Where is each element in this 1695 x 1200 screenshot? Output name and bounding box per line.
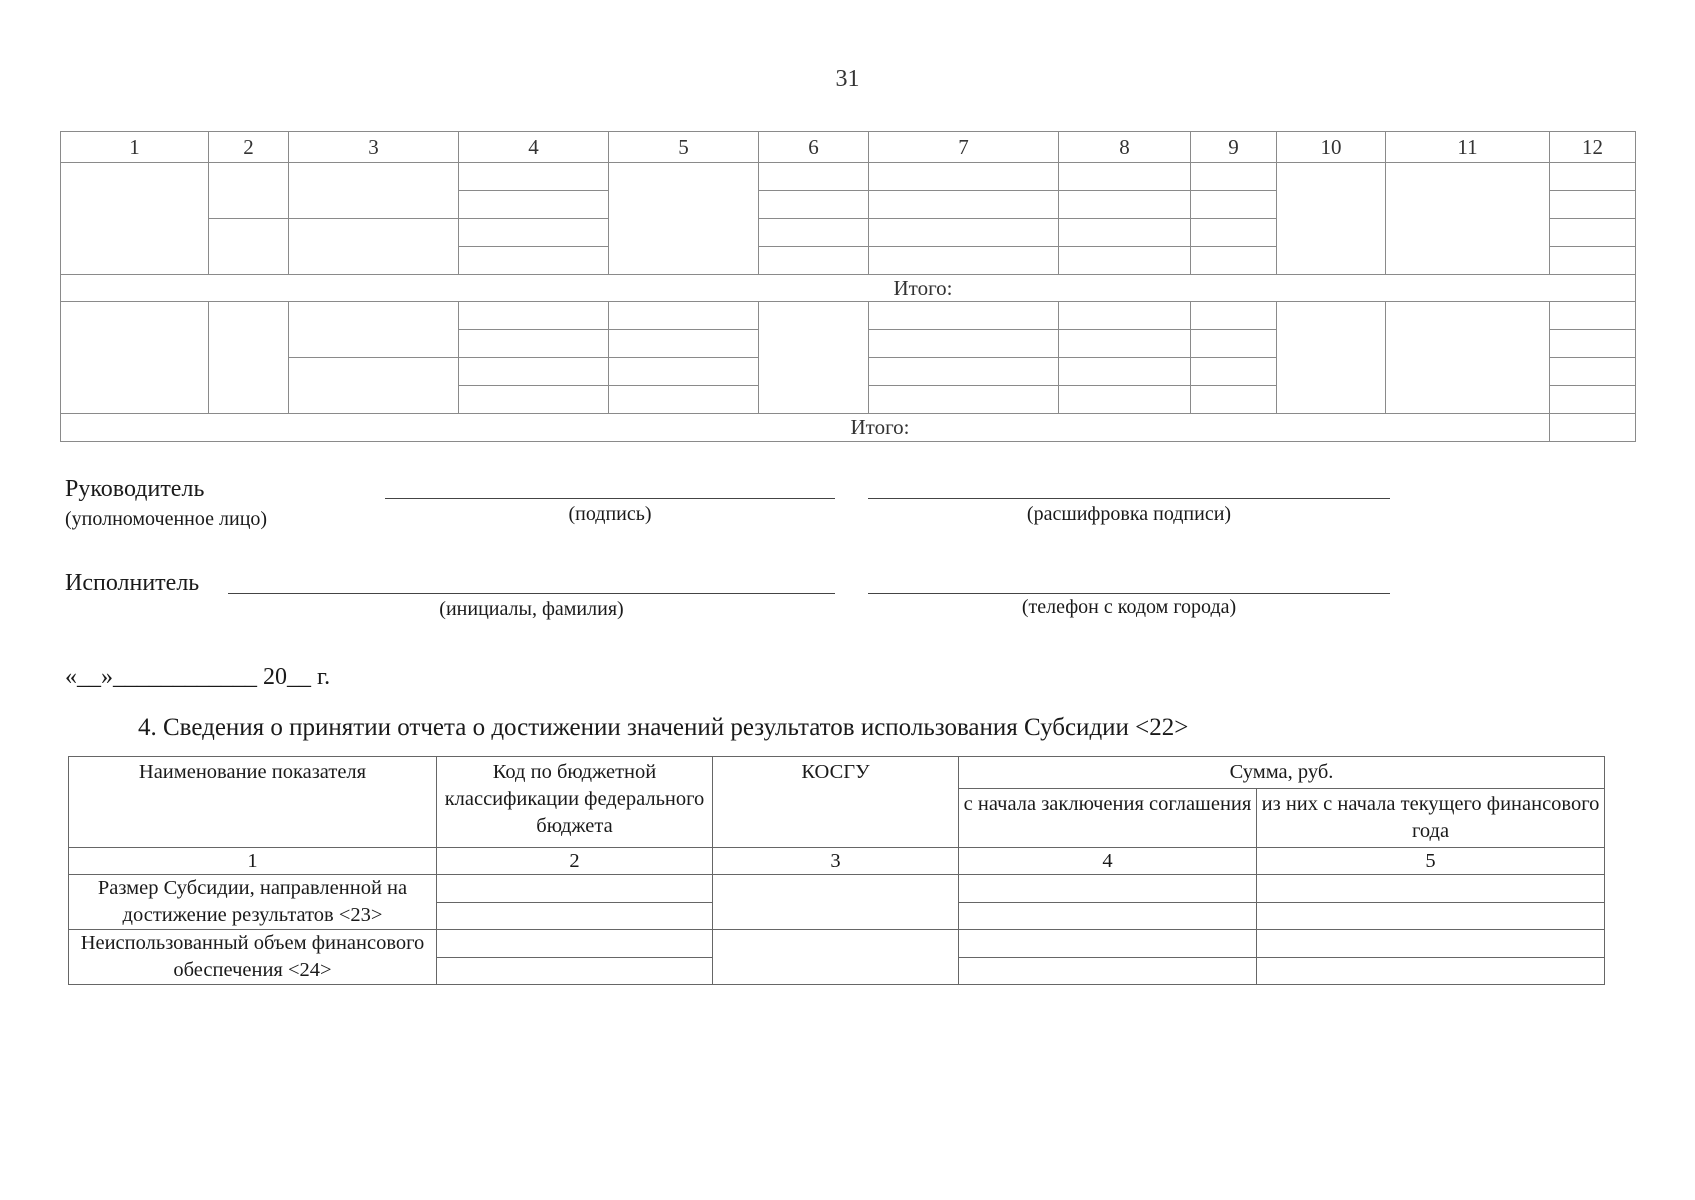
blank-cell — [1191, 330, 1277, 358]
blank-cell — [1191, 191, 1277, 219]
input-cell[interactable] — [437, 930, 713, 958]
column-number: 1 — [61, 132, 209, 163]
blank-cell — [1550, 191, 1636, 219]
blank-cell — [869, 302, 1059, 330]
blank-cell — [459, 302, 609, 330]
input-cell[interactable] — [437, 875, 713, 903]
input-cell[interactable] — [959, 957, 1257, 985]
blank-cell — [1550, 247, 1636, 275]
blank-cell — [459, 219, 609, 247]
blank-cell — [61, 163, 209, 275]
table-row — [61, 163, 1636, 191]
column-number: 8 — [1059, 132, 1191, 163]
section-4-title: 4. Сведения о принятии отчета о достижении значений результатов использования Субсидии <22> — [138, 714, 1189, 741]
blank-cell — [209, 163, 289, 219]
header-indicator: Наименование показателя — [69, 757, 437, 848]
table-row — [61, 302, 1636, 330]
header-since-agreement: с начала заключения соглашения — [959, 789, 1257, 848]
blank-cell — [1550, 163, 1636, 191]
blank-cell — [289, 358, 459, 414]
blank-cell — [1550, 330, 1636, 358]
blank-cell — [1191, 219, 1277, 247]
column-number: 10 — [1277, 132, 1386, 163]
column-number: 3 — [289, 132, 459, 163]
input-cell[interactable] — [437, 902, 713, 930]
head-sublabel: (уполномоченное лицо) — [65, 508, 268, 530]
blank-cell — [1386, 163, 1550, 275]
blank-cell — [1277, 302, 1386, 414]
column-number-row — [61, 132, 1636, 163]
header-row — [69, 757, 1605, 789]
date-line[interactable]: «__»____________ 20__ г. — [65, 664, 331, 690]
column-number: 2 — [209, 132, 289, 163]
blank-cell — [1277, 163, 1386, 275]
blank-cell — [289, 163, 459, 219]
blank-cell — [1191, 163, 1277, 191]
input-cell[interactable] — [713, 930, 959, 985]
table-row — [69, 930, 1605, 958]
itogo-label: Итого: — [61, 414, 1550, 442]
blank-cell — [1059, 302, 1191, 330]
input-cell[interactable] — [1257, 957, 1605, 985]
column-number: 7 — [869, 132, 1059, 163]
blank-cell — [1550, 302, 1636, 330]
table-row — [69, 875, 1605, 903]
blank-cell — [1191, 247, 1277, 275]
column-number: 3 — [713, 848, 959, 875]
row-label: Неиспользованный объем финансового обеспечения <24> — [69, 930, 437, 985]
blank-cell — [759, 302, 869, 414]
itogo-row — [61, 275, 1636, 302]
blank-cell — [1550, 414, 1636, 442]
column-number: 4 — [459, 132, 609, 163]
input-cell[interactable] — [1257, 902, 1605, 930]
itogo-row — [61, 414, 1636, 442]
blank-cell — [869, 358, 1059, 386]
executor-name-line[interactable] — [228, 593, 835, 594]
column-number: 6 — [759, 132, 869, 163]
blank-cell — [759, 191, 869, 219]
results-table — [60, 131, 1636, 442]
input-cell[interactable] — [713, 875, 959, 930]
blank-cell — [869, 330, 1059, 358]
input-cell[interactable] — [959, 902, 1257, 930]
column-number: 5 — [609, 132, 759, 163]
column-number: 12 — [1550, 132, 1636, 163]
column-number: 2 — [437, 848, 713, 875]
blank-cell — [609, 386, 759, 414]
blank-cell — [759, 247, 869, 275]
blank-cell — [759, 163, 869, 191]
blank-cell — [869, 191, 1059, 219]
blank-cell — [459, 358, 609, 386]
blank-cell — [1550, 358, 1636, 386]
header-sum: Сумма, руб. — [959, 757, 1605, 789]
header-current-year: из них с начала текущего финансового года — [1257, 789, 1605, 848]
input-cell[interactable] — [959, 930, 1257, 958]
input-cell[interactable] — [1257, 875, 1605, 903]
blank-cell — [61, 302, 209, 414]
column-number: 4 — [959, 848, 1257, 875]
column-number: 9 — [1191, 132, 1277, 163]
blank-cell — [1059, 163, 1191, 191]
signature-decode-caption: (расшифровка подписи) — [1026, 503, 1232, 525]
signature-decode-line[interactable] — [868, 498, 1390, 499]
input-cell[interactable] — [1257, 930, 1605, 958]
blank-cell — [1550, 219, 1636, 247]
blank-cell — [459, 191, 609, 219]
column-number: 11 — [1386, 132, 1550, 163]
signature-caption: (подпись) — [568, 503, 652, 525]
row-label: Размер Субсидии, направленной на достижение результатов <23> — [69, 875, 437, 930]
blank-cell — [1059, 247, 1191, 275]
blank-cell — [1059, 358, 1191, 386]
itogo-label: Итого: — [61, 275, 1636, 302]
blank-cell — [609, 163, 759, 275]
blank-cell — [1059, 330, 1191, 358]
page-number: 31 — [835, 66, 860, 92]
blank-cell — [289, 219, 459, 275]
header-kosgu: КОСГУ — [713, 757, 959, 848]
blank-cell — [1550, 386, 1636, 414]
blank-cell — [459, 386, 609, 414]
blank-cell — [1059, 219, 1191, 247]
blank-cell — [1386, 302, 1550, 414]
column-number: 5 — [1257, 848, 1605, 875]
blank-cell — [209, 219, 289, 275]
column-number: 1 — [69, 848, 437, 875]
phone-caption: (телефон с кодом города) — [1021, 596, 1237, 618]
blank-cell — [869, 219, 1059, 247]
blank-cell — [1059, 191, 1191, 219]
input-cell[interactable] — [437, 957, 713, 985]
blank-cell — [459, 330, 609, 358]
blank-cell — [869, 386, 1059, 414]
head-label: Руководитель — [65, 476, 205, 502]
blank-cell — [869, 163, 1059, 191]
column-number-row — [69, 848, 1605, 875]
initials-caption: (инициалы, фамилия) — [439, 598, 624, 620]
blank-cell — [1191, 386, 1277, 414]
report-acceptance-table — [68, 756, 1605, 985]
blank-cell — [1191, 358, 1277, 386]
blank-cell — [609, 358, 759, 386]
blank-cell — [289, 302, 459, 358]
blank-cell — [609, 302, 759, 330]
blank-cell — [459, 163, 609, 191]
blank-cell — [459, 247, 609, 275]
header-budget-code: Код по бюджетной классификации федерального бюджета — [437, 757, 713, 848]
signature-line[interactable] — [385, 498, 835, 499]
blank-cell — [1059, 386, 1191, 414]
blank-cell — [759, 219, 869, 247]
blank-cell — [1191, 302, 1277, 330]
input-cell[interactable] — [959, 875, 1257, 903]
phone-line[interactable] — [868, 593, 1390, 594]
blank-cell — [609, 330, 759, 358]
blank-cell — [209, 302, 289, 414]
blank-cell — [869, 247, 1059, 275]
executor-label: Исполнитель — [65, 570, 200, 596]
